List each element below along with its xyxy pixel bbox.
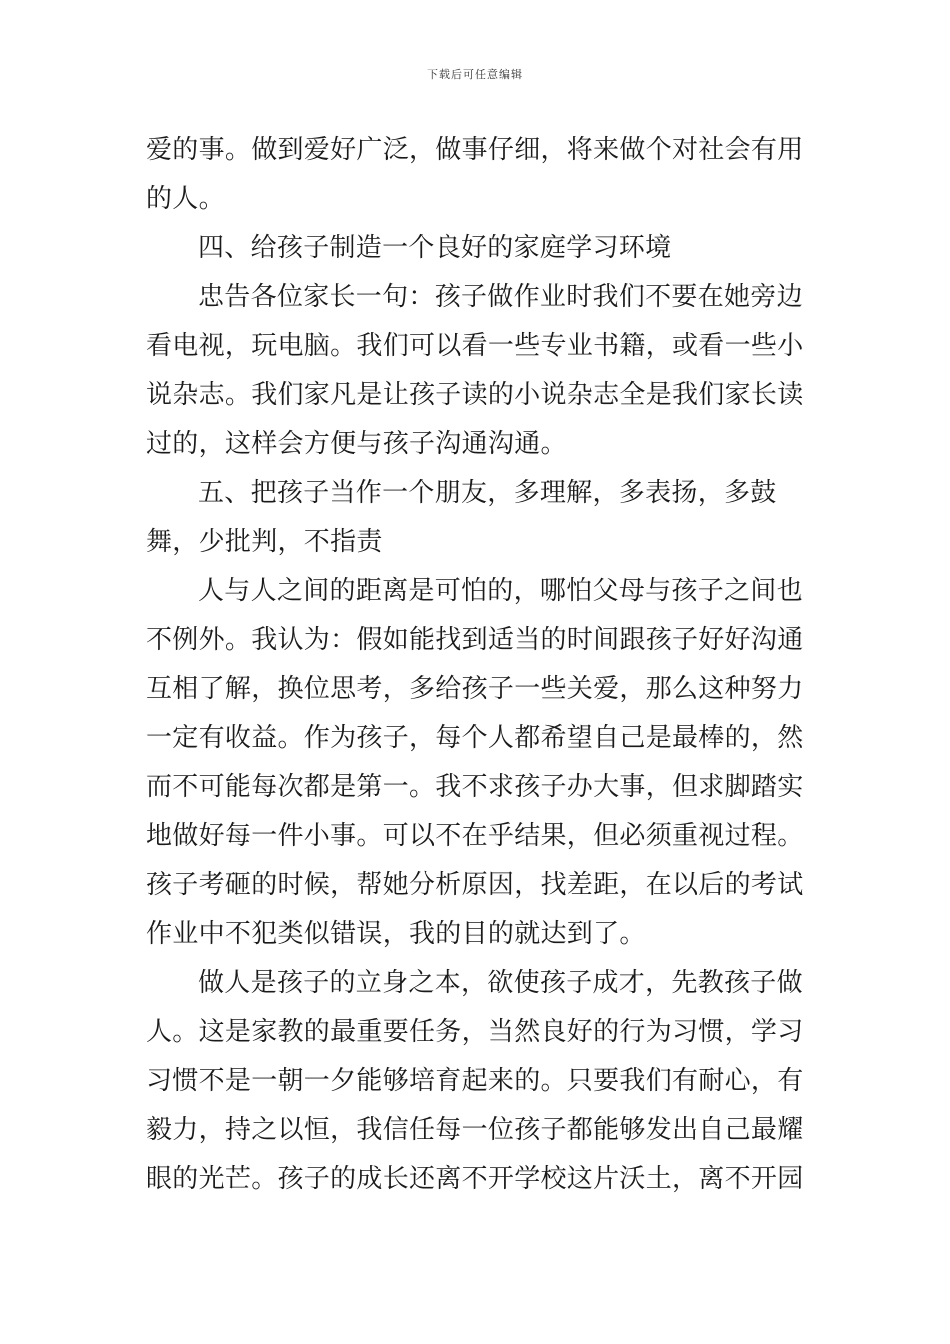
paragraph-communication: 人与人之间的距离是可怕的，哪怕父母与孩子之间也不例外。我认为：假如能找到适当的时间跟孩子好好沟通互相了解，换位思考，多给孩子一些关爱，那么这种努力一定有收益。作为孩子，每个人都希望自己是最棒的，然而不可能每次都是第一。我不求孩子办大事，但求脚踏实地做好每一件小事。可以不在乎结果，但必须重视过程。孩子考砸的时候，帮她分析原因，找差距，在以后的考试作业中不犯类似错误，我的目的就达到了。 [146,576,804,949]
document-body [146,126,810,1204]
section-heading-five: 五、把孩子当作一个朋友，多理解，多表扬，多鼓舞，少批判，不指责 [146,478,777,557]
page-header: 下载后可任意编辑 [427,68,523,81]
paragraph-character: 做人是孩子的立身之本，欲使孩子成才，先教孩子做人。这是家教的最重要任务，当然良好的行为习惯，学习习惯不是一朝一夕能够培育起来的。只要我们有耐心，有毅力，持之以恒，我信任每一位孩子都能够发出自己最耀眼的光芒。孩子的成长还离不开学校这片沃土，离不开园 [146,968,804,1194]
paragraph-continuation: 爱的事。做到爱好广泛，做事仔细，将来做个对社会有用的人。 [146,135,804,214]
paragraph-advice: 忠告各位家长一句：孩子做作业时我们不要在她旁边看电视，玩电脑。我们可以看一些专业书籍，或看一些小说杂志。我们家凡是让孩子读的小说杂志全是我们家长读过的，这样会方便与孩子沟通沟通。 [146,282,804,459]
section-heading-four: 四、给孩子制造一个良好的家庭学习环境 [198,233,672,263]
